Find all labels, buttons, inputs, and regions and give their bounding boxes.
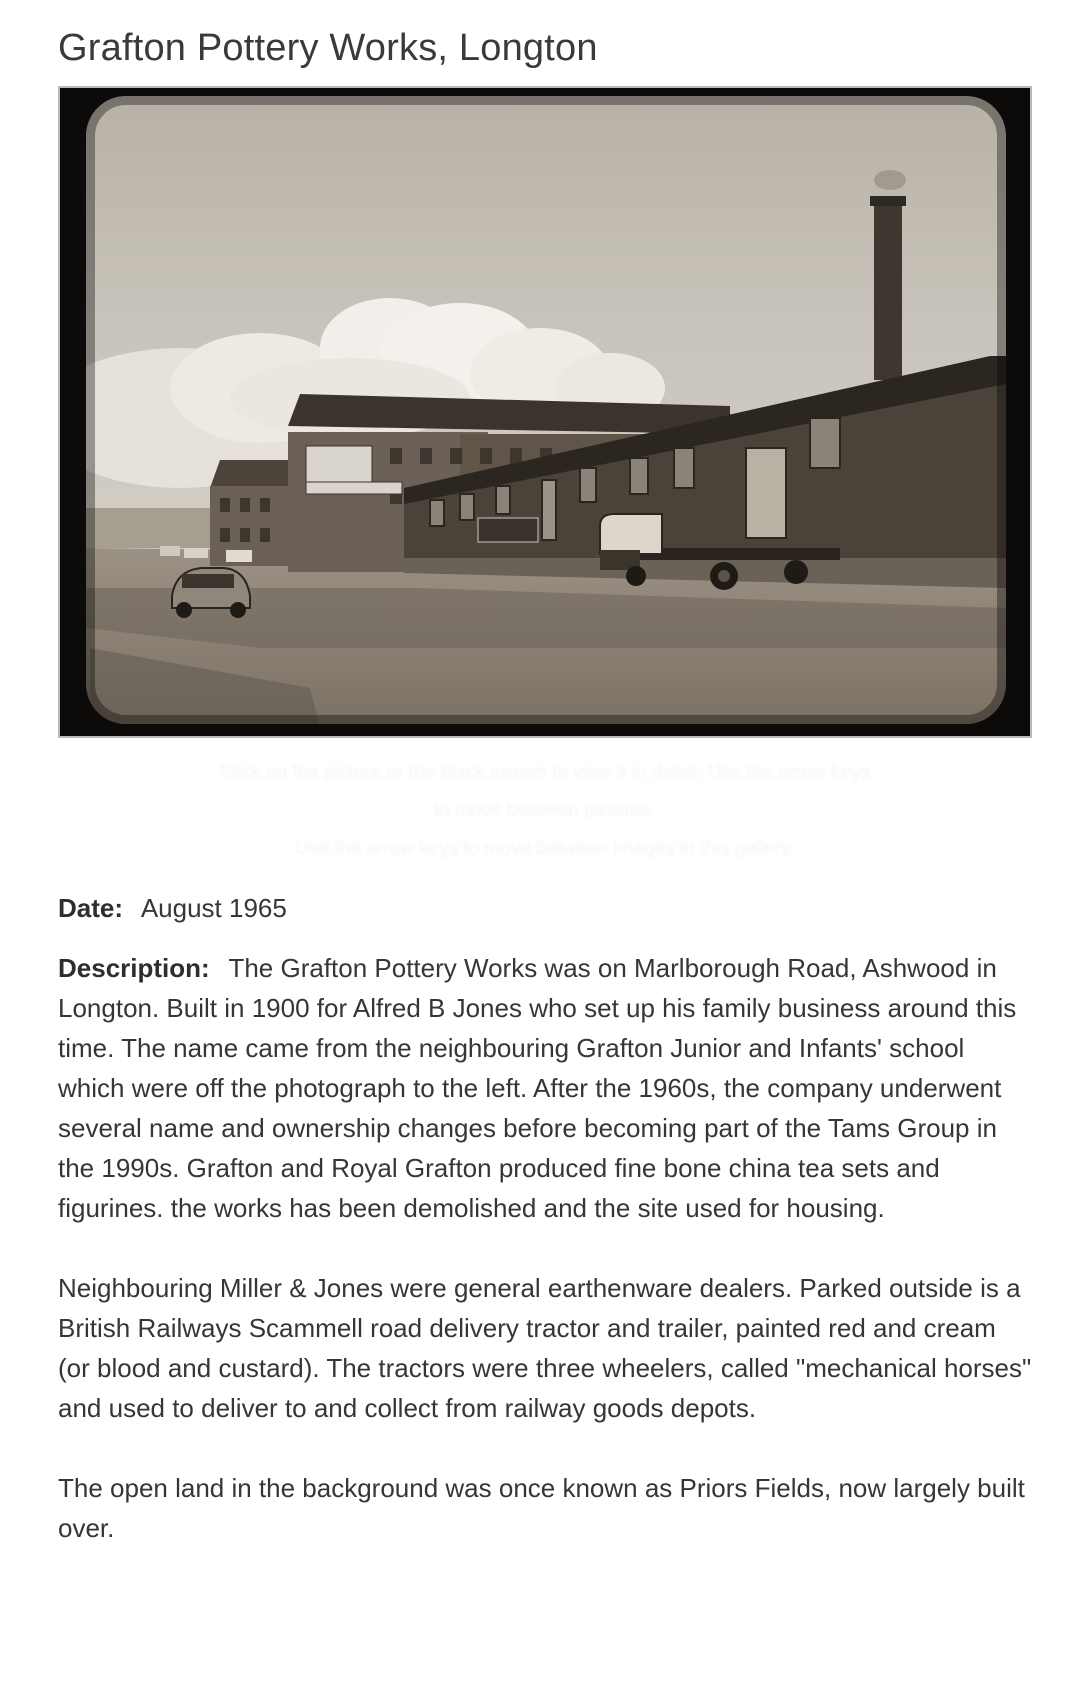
description-paragraph: The open land in the background was once known as Priors Fields, now largely built over. <box>58 1473 1025 1543</box>
description-paragraph: Neighbouring Miller & Jones were general earthenware dealers. Parked outside is a British Railways Scammell road delivery tractor and trailer, painted red and cream (or blood and custard). The tractors were three wheelers, called "mechanical horses" and used to deliver to and collect from railway goods depots. <box>58 1273 1032 1423</box>
page-title: Grafton Pottery Works, Longton <box>58 27 598 69</box>
description-paragraph <box>58 948 1032 1228</box>
chimney <box>870 170 906 380</box>
description-text: The Grafton Pottery Works was on Marlborough Road, Ashwood in Longton. Built in 1900 for Alfred B Jones who set up his family business around this time. The name came from the neighbouring Grafton Junior and Infants' school which were off the photograph to the left. After the 1960s, the company underwent several name and ownership changes before becoming part of the Tams Group in the 1990s. Grafton and Royal Grafton produced fine bone china tea sets and figurines. the works has been demolished and the site used for housing. <box>58 953 1017 1223</box>
photo-image[interactable] <box>60 88 1030 736</box>
page-content <box>58 0 1032 1543</box>
photo-details <box>58 888 1032 1588</box>
main-photo[interactable] <box>58 86 1032 738</box>
date-row <box>58 888 1032 928</box>
date-value: August 1965 <box>140 893 287 923</box>
description-label: Description: <box>58 953 210 983</box>
photo-caption-overlay <box>58 754 1032 872</box>
overlay-line: Use the arrow keys to move between images in this gallery. <box>295 838 795 859</box>
overlay-line: Click on the picture or the black arrows to view it in detail. Use the arrow keys <box>219 762 871 783</box>
overlay-line: to move between pictures. <box>434 800 656 821</box>
date-label: Date: <box>58 893 124 923</box>
